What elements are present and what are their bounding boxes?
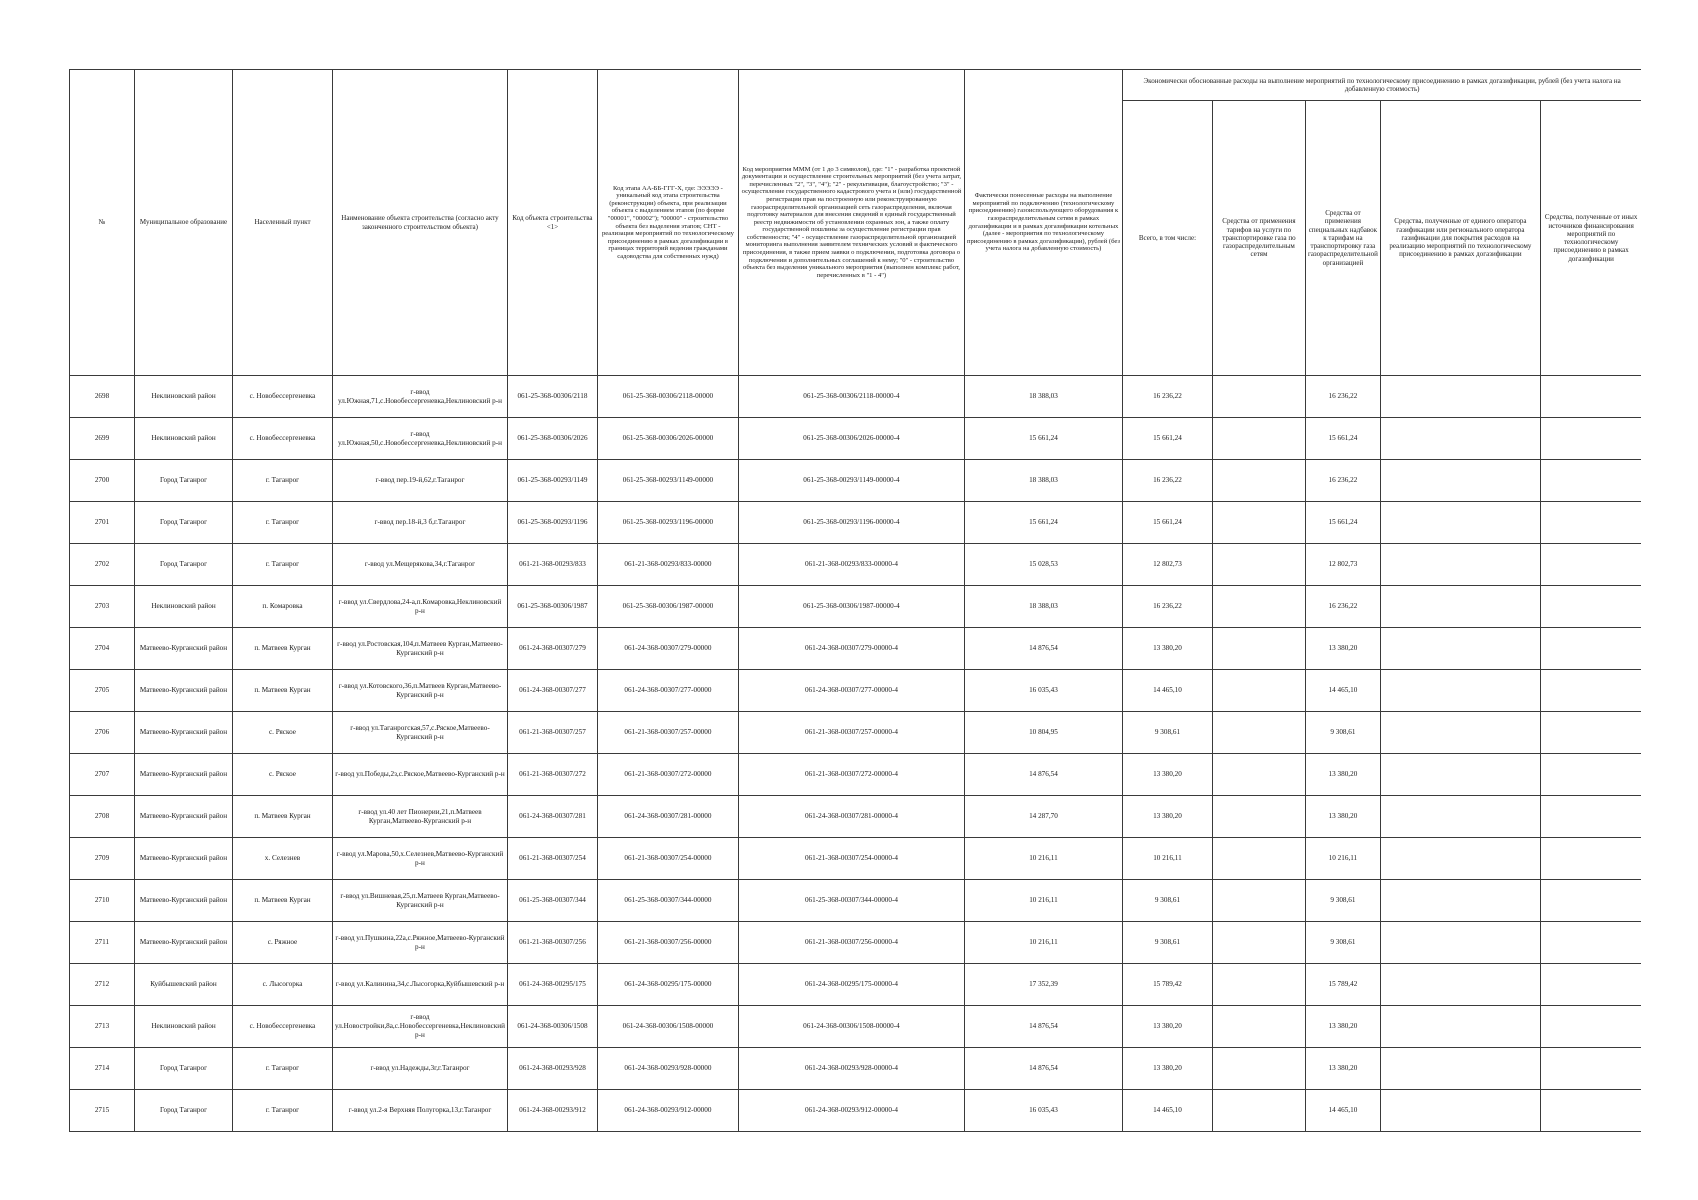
- cell-object-code: 061-21-368-00307/257: [507, 712, 597, 754]
- cell-stage-code: 061-21-368-00307/256-00000: [597, 922, 738, 964]
- cell-operator-funds: [1380, 376, 1540, 418]
- cell-activity-code: 061-25-368-00307/344-00000-4: [738, 880, 964, 922]
- cell-transport-tariffs: [1212, 1090, 1305, 1132]
- cell-special-surcharges: 13 380,20: [1305, 796, 1380, 838]
- cell-transport-tariffs: [1212, 838, 1305, 880]
- cell-total: 16 236,22: [1122, 586, 1212, 628]
- cell-special-surcharges: 9 308,61: [1305, 880, 1380, 922]
- cell-num: 2713: [70, 1006, 135, 1048]
- table-row: [70, 460, 1642, 502]
- cell-transport-tariffs: [1212, 544, 1305, 586]
- cell-other-sources: [1540, 1006, 1641, 1048]
- cell-municipality: Неклиновский район: [135, 586, 233, 628]
- header-total: Всего, в том числе:: [1122, 101, 1212, 376]
- cell-special-surcharges: 9 308,61: [1305, 922, 1380, 964]
- header-activity-code: Код мероприятия МММ (от 1 до 3 символов), где: "1" - разработка проектной документации и осуществление строительных мероприятий (без учета затрат, перечисленных "2", "3", "4"); "2" - рекультивация, благоустройство; "3" - осуществление государственного кадастрового учета и (или) государственной регистрации прав на построенную или реконструированную газораспределительной организацией сеть газораспределения, включая подготовку материалов для внесения сведений в единый государственный реестр недвижимости об установлении охранных зон, а также оплату государственной пошлины за осуществление регистрации прав собственности; "4" - осуществление газораспределительной организацией мониторинга выполнения заявителем технических условий и фактического присоединения, в также прием заявки о подключении, подготовка договора о подключении и дополнительных соглашений к нему; "0" - строительство объекта без выделения уникального мероприятия (выполнен комплекс работ, перечисленных в "1 - 4"): [738, 70, 964, 376]
- cell-settlement: г. Таганрог: [233, 1090, 333, 1132]
- cell-other-sources: [1540, 586, 1641, 628]
- cell-settlement: п. Матвеев Курган: [233, 670, 333, 712]
- cell-other-sources: [1540, 460, 1641, 502]
- cell-activity-code: 061-25-368-00293/1196-00000-4: [738, 502, 964, 544]
- cell-stage-code: 061-24-368-00307/279-00000: [597, 628, 738, 670]
- cell-transport-tariffs: [1212, 922, 1305, 964]
- header-operator-funds: Средства, полученные от единого оператора газификации или регионального оператора газификации для покрытия расходов на реализацию мероприятий по технологическому присоединению в рамках догазификации: [1380, 101, 1540, 376]
- cell-municipality: Матвеево-Курганский район: [135, 838, 233, 880]
- cell-num: 2708: [70, 796, 135, 838]
- cell-municipality: Матвеево-Курганский район: [135, 922, 233, 964]
- cell-municipality: Неклиновский район: [135, 1006, 233, 1048]
- cell-settlement: с. Новобессергеневка: [233, 1006, 333, 1048]
- cell-object-code: 061-24-368-00306/1508: [507, 1006, 597, 1048]
- table-row: [70, 964, 1642, 1006]
- cell-transport-tariffs: [1212, 628, 1305, 670]
- cell-object-code: 061-25-368-00307/344: [507, 880, 597, 922]
- cell-object-name: г-ввод ул.Таганрогская,57,с.Ряское,Матвеево-Курганский р-н: [333, 712, 508, 754]
- cell-municipality: Матвеево-Курганский район: [135, 670, 233, 712]
- cell-special-surcharges: 12 802,73: [1305, 544, 1380, 586]
- cell-activity-code: 061-25-368-00306/2026-00000-4: [738, 418, 964, 460]
- header-stage-code: Код этапа АА-ББ-ГГГ-Х, где: ЭЭЭЭЭ - уникальный код этапа строительства (реконструкции) объекта, при реализации объекта с выделением этапов (по форме "00001", "00002"); "00000" - строительство объекта без выделения этапов; СНТ - реализация мероприятий по технологическому присоединению в рамках догазификации в границах территорий ведения гражданами садоводства для собственных нужд): [597, 70, 738, 376]
- cell-num: 2700: [70, 460, 135, 502]
- cell-activity-code: 061-24-368-00295/175-00000-4: [738, 964, 964, 1006]
- table-row: [70, 376, 1642, 418]
- cell-settlement: п. Матвеев Курган: [233, 628, 333, 670]
- table-row: [70, 796, 1642, 838]
- header-special-surcharges: Средства от применения специальных надбавок к тарифам на транспортировку газа газораспределительной организацией: [1305, 101, 1380, 376]
- cell-other-sources: [1540, 1090, 1641, 1132]
- cell-num: 2711: [70, 922, 135, 964]
- cell-settlement: х. Селезнев: [233, 838, 333, 880]
- cell-special-surcharges: 15 661,24: [1305, 502, 1380, 544]
- header-actual-costs: Фактически понесенные расходы на выполнение мероприятий по подключению (технологическому присоединению) газоиспользующего оборудования к газораспределительным сетям в рамках догазификации и в рамках догазификации котельных (далее - мероприятия по технологическому присоединению в рамках догазификации), рублей (без учета налога на добавленную стоимость): [964, 70, 1122, 376]
- cell-operator-funds: [1380, 628, 1540, 670]
- cell-stage-code: 061-25-368-00306/2026-00000: [597, 418, 738, 460]
- cell-municipality: Город Таганрог: [135, 502, 233, 544]
- table-row: [70, 712, 1642, 754]
- cell-num: 2707: [70, 754, 135, 796]
- cell-other-sources: [1540, 544, 1641, 586]
- cell-transport-tariffs: [1212, 418, 1305, 460]
- cell-settlement: п. Комаровка: [233, 586, 333, 628]
- cell-operator-funds: [1380, 460, 1540, 502]
- cell-municipality: Город Таганрог: [135, 1090, 233, 1132]
- cell-total: 14 465,10: [1122, 670, 1212, 712]
- cell-activity-code: 061-24-368-00307/277-00000-4: [738, 670, 964, 712]
- header-settlement: Населенный пункт: [233, 70, 333, 376]
- cell-stage-code: 061-24-368-00293/912-00000: [597, 1090, 738, 1132]
- cell-stage-code: 061-21-368-00307/257-00000: [597, 712, 738, 754]
- cell-special-surcharges: 13 380,20: [1305, 1006, 1380, 1048]
- cell-operator-funds: [1380, 796, 1540, 838]
- cell-total: 14 465,10: [1122, 1090, 1212, 1132]
- cell-num: 2702: [70, 544, 135, 586]
- cell-object-code: 061-21-368-00307/254: [507, 838, 597, 880]
- cell-num: 2706: [70, 712, 135, 754]
- cell-total: 13 380,20: [1122, 754, 1212, 796]
- cell-transport-tariffs: [1212, 964, 1305, 1006]
- cell-actual-costs: 10 216,11: [964, 922, 1122, 964]
- cell-actual-costs: 10 804,95: [964, 712, 1122, 754]
- cell-operator-funds: [1380, 502, 1540, 544]
- table-row: [70, 628, 1642, 670]
- cell-total: 12 802,73: [1122, 544, 1212, 586]
- cell-total: 13 380,20: [1122, 1048, 1212, 1090]
- cell-settlement: г. Таганрог: [233, 502, 333, 544]
- cell-other-sources: [1540, 712, 1641, 754]
- cell-object-code: 061-25-368-00293/1149: [507, 460, 597, 502]
- cell-activity-code: 061-21-368-00307/256-00000-4: [738, 922, 964, 964]
- cell-transport-tariffs: [1212, 712, 1305, 754]
- header-row-top: [70, 70, 1642, 101]
- cell-object-name: г-ввод ул.Южная,71,с.Новобессергеневка,Неклиновский р-н: [333, 376, 508, 418]
- cell-stage-code: 061-25-368-00293/1196-00000: [597, 502, 738, 544]
- cell-total: 15 661,24: [1122, 502, 1212, 544]
- cell-actual-costs: 10 216,11: [964, 838, 1122, 880]
- cell-activity-code: 061-24-368-00307/281-00000-4: [738, 796, 964, 838]
- table-row: [70, 754, 1642, 796]
- table-row: [70, 1006, 1642, 1048]
- cell-stage-code: 061-25-368-00306/1987-00000: [597, 586, 738, 628]
- cell-operator-funds: [1380, 670, 1540, 712]
- cell-operator-funds: [1380, 712, 1540, 754]
- cell-num: 2709: [70, 838, 135, 880]
- cell-operator-funds: [1380, 418, 1540, 460]
- cell-settlement: г. Таганрог: [233, 460, 333, 502]
- cell-total: 16 236,22: [1122, 460, 1212, 502]
- cell-operator-funds: [1380, 754, 1540, 796]
- cell-object-name: г-ввод ул.Мещерякова,34,г.Таганрог: [333, 544, 508, 586]
- cell-municipality: Город Таганрог: [135, 460, 233, 502]
- cell-other-sources: [1540, 376, 1641, 418]
- cell-activity-code: 061-21-368-00307/272-00000-4: [738, 754, 964, 796]
- cell-object-name: г-ввод ул.Победы,2з,с.Ряское,Матвеево-Курганский р-н: [333, 754, 508, 796]
- header-municipality: Муниципальное образование: [135, 70, 233, 376]
- cell-other-sources: [1540, 418, 1641, 460]
- cell-object-code: 061-24-368-00307/281: [507, 796, 597, 838]
- cell-special-surcharges: 13 380,20: [1305, 628, 1380, 670]
- cell-municipality: Матвеево-Курганский район: [135, 880, 233, 922]
- cell-total: 13 380,20: [1122, 796, 1212, 838]
- cell-stage-code: 061-24-368-00306/1508-00000: [597, 1006, 738, 1048]
- cell-stage-code: 061-24-368-00307/281-00000: [597, 796, 738, 838]
- cell-transport-tariffs: [1212, 754, 1305, 796]
- header-num: №: [70, 70, 135, 376]
- cell-object-code: 061-21-368-00307/272: [507, 754, 597, 796]
- cell-num: 2712: [70, 964, 135, 1006]
- cell-settlement: г. Таганрог: [233, 544, 333, 586]
- cell-municipality: Матвеево-Курганский район: [135, 628, 233, 670]
- cell-object-name: г-ввод ул.Марова,50,х.Селезнев,Матвеево-Курганский р-н: [333, 838, 508, 880]
- cell-operator-funds: [1380, 922, 1540, 964]
- cell-total: 13 380,20: [1122, 628, 1212, 670]
- cell-object-name: г-ввод пер.19-й,62,г.Таганрог: [333, 460, 508, 502]
- cell-activity-code: 061-24-368-00293/912-00000-4: [738, 1090, 964, 1132]
- cell-operator-funds: [1380, 964, 1540, 1006]
- cell-settlement: с. Ряжное: [233, 922, 333, 964]
- cell-municipality: Город Таганрог: [135, 544, 233, 586]
- cell-stage-code: 061-21-368-00293/833-00000: [597, 544, 738, 586]
- cell-object-name: г-ввод ул.Свердлова,24-а,п.Комаровка,Неклиновский р-н: [333, 586, 508, 628]
- cell-actual-costs: 15 661,24: [964, 418, 1122, 460]
- cell-special-surcharges: 16 236,22: [1305, 460, 1380, 502]
- cell-activity-code: 061-24-368-00307/279-00000-4: [738, 628, 964, 670]
- cell-settlement: с. Лысогорка: [233, 964, 333, 1006]
- cell-activity-code: 061-21-368-00307/254-00000-4: [738, 838, 964, 880]
- cell-other-sources: [1540, 628, 1641, 670]
- cell-num: 2704: [70, 628, 135, 670]
- cell-actual-costs: 14 876,54: [964, 1006, 1122, 1048]
- table-body: [70, 376, 1642, 1132]
- cell-object-code: 061-21-368-00293/833: [507, 544, 597, 586]
- cell-object-code: 061-24-368-00295/175: [507, 964, 597, 1006]
- cell-actual-costs: 18 388,03: [964, 376, 1122, 418]
- cell-municipality: Неклиновский район: [135, 376, 233, 418]
- cell-operator-funds: [1380, 880, 1540, 922]
- cell-special-surcharges: 15 789,42: [1305, 964, 1380, 1006]
- cell-object-name: г-ввод ул.40 лет Пионерии,21,п.Матвеев Курган,Матвеево-Курганский р-н: [333, 796, 508, 838]
- cell-num: 2703: [70, 586, 135, 628]
- cell-activity-code: 061-24-368-00293/928-00000-4: [738, 1048, 964, 1090]
- cell-actual-costs: 10 216,11: [964, 880, 1122, 922]
- cell-special-surcharges: 13 380,20: [1305, 1048, 1380, 1090]
- cell-transport-tariffs: [1212, 1006, 1305, 1048]
- table-row: [70, 838, 1642, 880]
- cell-stage-code: 061-24-368-00295/175-00000: [597, 964, 738, 1006]
- cell-transport-tariffs: [1212, 1048, 1305, 1090]
- cell-transport-tariffs: [1212, 670, 1305, 712]
- cell-settlement: с. Новобессергеневка: [233, 418, 333, 460]
- header-object-code: Код объекта строительства <1>: [507, 70, 597, 376]
- cell-object-name: г-ввод ул.Ростовская,104,п.Матвеев Курган,Матвеево-Курганский р-н: [333, 628, 508, 670]
- cell-municipality: Матвеево-Курганский район: [135, 712, 233, 754]
- cell-stage-code: 061-25-368-00307/344-00000: [597, 880, 738, 922]
- header-object-name: Наименование объекта строительства (согласно акту законченного строительством объекта): [333, 70, 508, 376]
- cell-operator-funds: [1380, 1006, 1540, 1048]
- cell-actual-costs: 15 028,53: [964, 544, 1122, 586]
- table-row: [70, 1048, 1642, 1090]
- cell-actual-costs: 15 661,24: [964, 502, 1122, 544]
- cell-activity-code: 061-25-368-00306/1987-00000-4: [738, 586, 964, 628]
- cell-object-code: 061-25-368-00306/2118: [507, 376, 597, 418]
- cell-actual-costs: 18 388,03: [964, 460, 1122, 502]
- table-row: [70, 544, 1642, 586]
- cell-transport-tariffs: [1212, 586, 1305, 628]
- cell-object-code: 061-25-368-00306/2026: [507, 418, 597, 460]
- cell-num: 2698: [70, 376, 135, 418]
- cell-other-sources: [1540, 964, 1641, 1006]
- cell-transport-tariffs: [1212, 460, 1305, 502]
- cell-transport-tariffs: [1212, 880, 1305, 922]
- cell-activity-code: 061-25-368-00293/1149-00000-4: [738, 460, 964, 502]
- cell-municipality: Матвеево-Курганский район: [135, 754, 233, 796]
- cell-other-sources: [1540, 1048, 1641, 1090]
- cell-other-sources: [1540, 922, 1641, 964]
- cell-activity-code: 061-21-368-00307/257-00000-4: [738, 712, 964, 754]
- cell-settlement: г. Таганрог: [233, 1048, 333, 1090]
- cell-special-surcharges: 16 236,22: [1305, 586, 1380, 628]
- cell-object-code: 061-25-368-00293/1196: [507, 502, 597, 544]
- cell-special-surcharges: 14 465,10: [1305, 1090, 1380, 1132]
- cell-actual-costs: 16 035,43: [964, 670, 1122, 712]
- cell-object-name: г-ввод пер.18-й,3 б,г.Таганрог: [333, 502, 508, 544]
- cell-settlement: с. Ряское: [233, 754, 333, 796]
- cell-settlement: п. Матвеев Курган: [233, 880, 333, 922]
- cell-other-sources: [1540, 670, 1641, 712]
- table-row: [70, 922, 1642, 964]
- cell-object-name: г-ввод ул.2-я Верхняя Полугорка,13,г.Таганрог: [333, 1090, 508, 1132]
- table-row: [70, 1090, 1642, 1132]
- cell-stage-code: 061-25-368-00306/2118-00000: [597, 376, 738, 418]
- document-page: [69, 69, 1641, 1132]
- cell-operator-funds: [1380, 544, 1540, 586]
- cell-object-name: г-ввод ул.Котовского,36,п.Матвеев Курган,Матвеево-Курганский р-н: [333, 670, 508, 712]
- cell-object-code: 061-24-368-00293/928: [507, 1048, 597, 1090]
- cell-object-name: г-ввод ул.Пушкина,22а,с.Ряжное,Матвеево-Курганский р-н: [333, 922, 508, 964]
- gasification-costs-table: [69, 69, 1641, 1132]
- cell-other-sources: [1540, 838, 1641, 880]
- cell-total: 15 789,42: [1122, 964, 1212, 1006]
- cell-num: 2701: [70, 502, 135, 544]
- cell-stage-code: 061-21-368-00307/272-00000: [597, 754, 738, 796]
- cell-settlement: с. Новобессергеневка: [233, 376, 333, 418]
- cell-object-name: г-ввод ул.Новостройки,8а,с.Новобессергеневка,Неклиновский р-н: [333, 1006, 508, 1048]
- header-other-sources: Средства, полученные от иных источников финансирования мероприятий по технологическому присоединению в рамках догазификации: [1540, 101, 1641, 376]
- cell-special-surcharges: 15 661,24: [1305, 418, 1380, 460]
- cell-total: 10 216,11: [1122, 838, 1212, 880]
- cell-total: 13 380,20: [1122, 1006, 1212, 1048]
- cell-total: 9 308,61: [1122, 880, 1212, 922]
- cell-municipality: Матвеево-Курганский район: [135, 796, 233, 838]
- cell-special-surcharges: 9 308,61: [1305, 712, 1380, 754]
- cell-other-sources: [1540, 880, 1641, 922]
- cell-special-surcharges: 10 216,11: [1305, 838, 1380, 880]
- cell-object-code: 061-25-368-00306/1987: [507, 586, 597, 628]
- cell-num: 2714: [70, 1048, 135, 1090]
- cell-total: 9 308,61: [1122, 922, 1212, 964]
- cell-activity-code: 061-21-368-00293/833-00000-4: [738, 544, 964, 586]
- table-row: [70, 502, 1642, 544]
- table-row: [70, 880, 1642, 922]
- cell-object-code: 061-21-368-00307/256: [507, 922, 597, 964]
- cell-actual-costs: 18 388,03: [964, 586, 1122, 628]
- cell-activity-code: 061-25-368-00306/2118-00000-4: [738, 376, 964, 418]
- cell-other-sources: [1540, 796, 1641, 838]
- cell-settlement: с. Ряское: [233, 712, 333, 754]
- cell-num: 2699: [70, 418, 135, 460]
- cell-municipality: Город Таганрог: [135, 1048, 233, 1090]
- cell-total: 16 236,22: [1122, 376, 1212, 418]
- cell-num: 2705: [70, 670, 135, 712]
- cell-municipality: Куйбышевский район: [135, 964, 233, 1006]
- cell-special-surcharges: 13 380,20: [1305, 754, 1380, 796]
- cell-operator-funds: [1380, 838, 1540, 880]
- cell-total: 15 661,24: [1122, 418, 1212, 460]
- cell-object-code: 061-24-368-00307/279: [507, 628, 597, 670]
- cell-municipality: Неклиновский район: [135, 418, 233, 460]
- cell-transport-tariffs: [1212, 376, 1305, 418]
- cell-operator-funds: [1380, 1048, 1540, 1090]
- cell-stage-code: 061-24-368-00307/277-00000: [597, 670, 738, 712]
- cell-object-name: г-ввод ул.Южная,50,с.Новобессергеневка,Неклиновский р-н: [333, 418, 508, 460]
- cell-stage-code: 061-25-368-00293/1149-00000: [597, 460, 738, 502]
- cell-activity-code: 061-24-368-00306/1508-00000-4: [738, 1006, 964, 1048]
- cell-num: 2710: [70, 880, 135, 922]
- cell-other-sources: [1540, 754, 1641, 796]
- table-row: [70, 670, 1642, 712]
- cell-total: 9 308,61: [1122, 712, 1212, 754]
- table-row: [70, 586, 1642, 628]
- cell-object-code: 061-24-368-00307/277: [507, 670, 597, 712]
- cell-object-name: г-ввод ул.Надежды,3г,г.Таганрог: [333, 1048, 508, 1090]
- cell-actual-costs: 14 876,54: [964, 1048, 1122, 1090]
- cell-transport-tariffs: [1212, 502, 1305, 544]
- cell-operator-funds: [1380, 1090, 1540, 1132]
- cell-operator-funds: [1380, 586, 1540, 628]
- cell-special-surcharges: 14 465,10: [1305, 670, 1380, 712]
- cell-actual-costs: 16 035,43: [964, 1090, 1122, 1132]
- cell-object-name: г-ввод ул.Калинина,34,с.Лысогорка,Куйбышевский р-н: [333, 964, 508, 1006]
- cell-transport-tariffs: [1212, 796, 1305, 838]
- cell-object-name: г-ввод ул.Вишневая,25,п.Матвеев Курган,Матвеево-Курганский р-н: [333, 880, 508, 922]
- cell-stage-code: 061-24-368-00293/928-00000: [597, 1048, 738, 1090]
- cell-actual-costs: 17 352,39: [964, 964, 1122, 1006]
- cell-settlement: п. Матвеев Курган: [233, 796, 333, 838]
- cell-object-code: 061-24-368-00293/912: [507, 1090, 597, 1132]
- cell-other-sources: [1540, 502, 1641, 544]
- cell-special-surcharges: 16 236,22: [1305, 376, 1380, 418]
- header-transport-tariffs: Средства от применения тарифов на услуги по транспортировке газа по газораспределительным сетям: [1212, 101, 1305, 376]
- cell-stage-code: 061-21-368-00307/254-00000: [597, 838, 738, 880]
- header-econ-group: Экономически обоснованные расходы на выполнение мероприятий по технологическому присоединению в рамках догазификации, рублей (без учета налога на добавленную стоимость): [1122, 70, 1641, 101]
- cell-num: 2715: [70, 1090, 135, 1132]
- cell-actual-costs: 14 876,54: [964, 754, 1122, 796]
- table-row: [70, 418, 1642, 460]
- cell-actual-costs: 14 876,54: [964, 628, 1122, 670]
- cell-actual-costs: 14 287,70: [964, 796, 1122, 838]
